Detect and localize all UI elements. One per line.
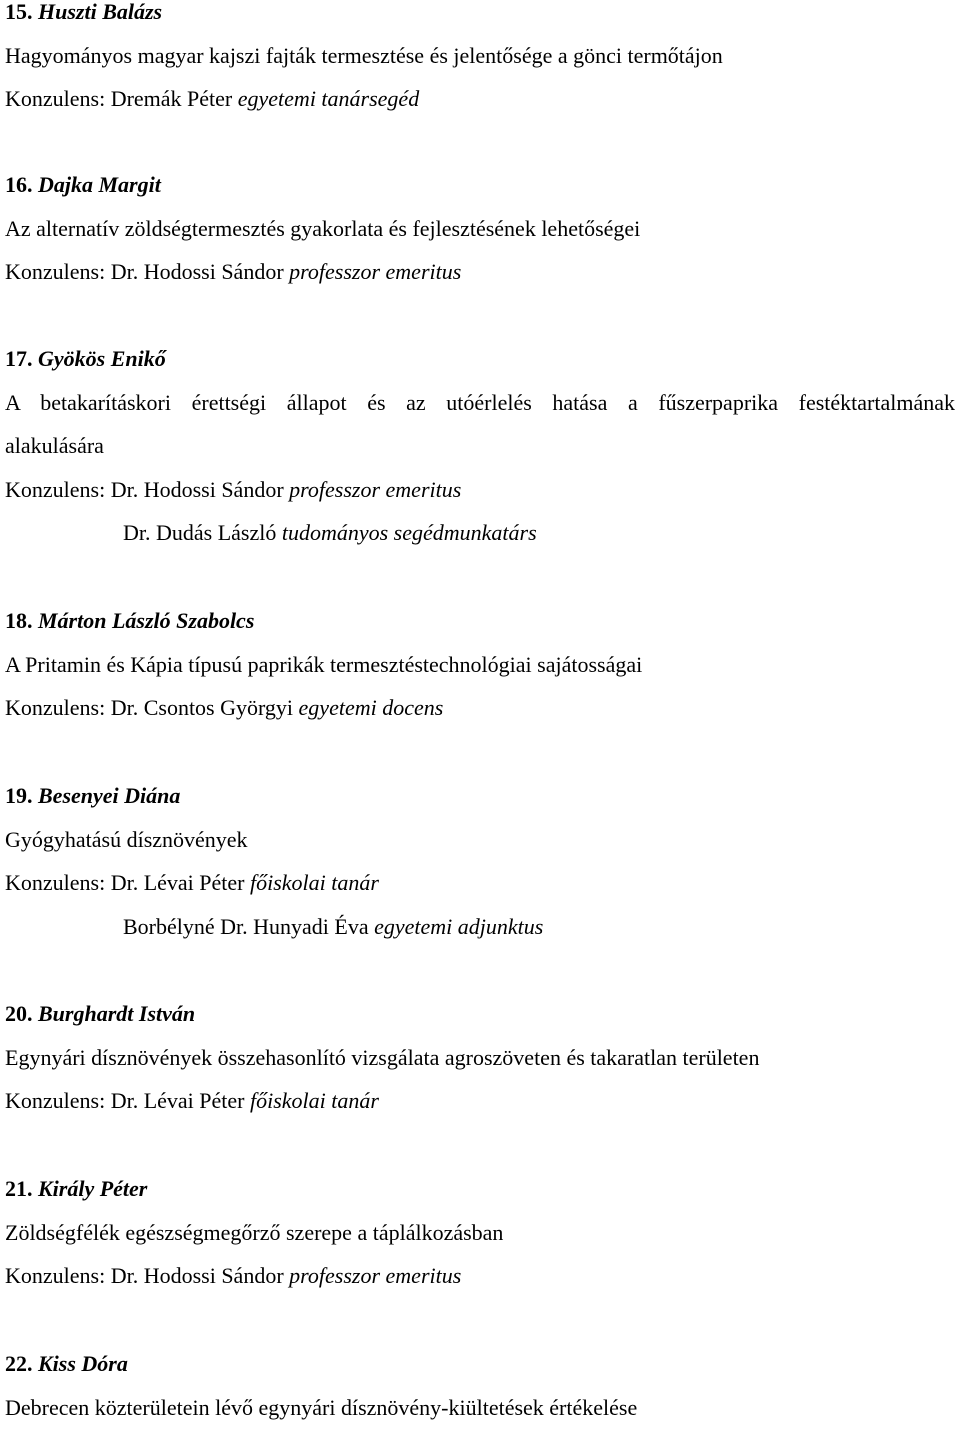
consultant-line bbox=[5, 686, 955, 730]
student-name: Dajka Margit bbox=[38, 172, 161, 197]
consultant-prefix: Konzulens: bbox=[5, 695, 111, 721]
consultant-line bbox=[5, 511, 955, 555]
entry-number: 18. bbox=[5, 608, 33, 633]
thesis-title: Egynyári dísznövények összehasonlító vizsgálata agroszöveten és takaratlan területen bbox=[5, 1044, 760, 1070]
thesis-title-cont: alakulására bbox=[5, 433, 104, 459]
consultant-name: Dremák Péter bbox=[110, 86, 233, 112]
entry-heading bbox=[5, 0, 955, 34]
entry-number: 15. bbox=[5, 0, 33, 24]
consultant-rank: főiskolai tanár bbox=[250, 1088, 379, 1114]
consultant-name: Dr. Csontos Györgyi bbox=[110, 695, 294, 721]
thesis-entry bbox=[5, 163, 955, 294]
consultant-line bbox=[5, 250, 955, 294]
thesis-entry bbox=[5, 599, 955, 730]
consultant-prefix: Konzulens: bbox=[5, 1263, 111, 1289]
consultant-prefix: Konzulens: bbox=[5, 86, 111, 112]
consultant-rank: professzor emeritus bbox=[289, 1263, 462, 1289]
thesis-title: Gyógyhatású dísznövények bbox=[5, 826, 248, 852]
consultant-name: Dr. Hodossi Sándor bbox=[110, 259, 284, 285]
student-name: Burghardt István bbox=[38, 1001, 196, 1026]
consultant-name: Dr. Dudás László bbox=[123, 520, 277, 546]
entry-heading bbox=[5, 337, 955, 381]
thesis-title: Hagyományos magyar kajszi fajták termesztése és jelentősége a gönci termőtájon bbox=[5, 42, 723, 68]
entry-number: 16. bbox=[5, 172, 33, 197]
thesis-title: Az alternatív zöldségtermesztés gyakorlata és fejlesztésének lehetőségei bbox=[5, 215, 641, 241]
consultant-line bbox=[5, 1254, 955, 1298]
student-name: Kiss Dóra bbox=[38, 1351, 128, 1376]
consultant-name: Dr. Hodossi Sándor bbox=[110, 476, 284, 502]
thesis-title: Zöldségfélék egészségmegőrző szerepe a táplálkozásban bbox=[5, 1219, 504, 1245]
consultant-line bbox=[5, 77, 955, 121]
consultant-prefix: Konzulens: bbox=[5, 1088, 111, 1114]
entry-heading bbox=[5, 1342, 955, 1386]
entry-number: 21. bbox=[5, 1176, 33, 1201]
consultant-rank: professzor emeritus bbox=[289, 259, 462, 285]
thesis-entry bbox=[5, 0, 955, 121]
consultant-prefix: Konzulens: bbox=[5, 870, 111, 896]
thesis-entry bbox=[5, 992, 955, 1123]
entry-number: 22. bbox=[5, 1351, 33, 1376]
consultant-line bbox=[5, 861, 955, 905]
consultant-name: Dr. Hodossi Sándor bbox=[110, 1263, 284, 1289]
consultant-rank: tudományos segédmunkatárs bbox=[281, 520, 537, 546]
thesis-title: Debrecen közterületein lévő egynyári dísznövény-kiültetések értékelése bbox=[5, 1394, 638, 1420]
entry-number: 20. bbox=[5, 1001, 33, 1026]
consultant-rank: egyetemi docens bbox=[298, 695, 444, 721]
entry-number: 19. bbox=[5, 783, 33, 808]
student-name: Márton László Szabolcs bbox=[38, 608, 255, 633]
entry-heading bbox=[5, 992, 955, 1036]
consultant-name: Dr. Lévai Péter bbox=[110, 1088, 245, 1114]
consultant-line bbox=[5, 905, 955, 949]
student-name: Gyökös Enikő bbox=[38, 346, 166, 371]
consultant-name: Dr. Lévai Péter bbox=[110, 870, 245, 896]
consultant-rank: professzor emeritus bbox=[289, 476, 462, 502]
entry-heading bbox=[5, 163, 955, 207]
thesis-title: A Pritamin és Kápia típusú paprikák termesztéstechnológiai sajátosságai bbox=[5, 651, 643, 677]
consultant-prefix: Konzulens: bbox=[5, 259, 111, 285]
thesis-entry bbox=[5, 1167, 955, 1298]
student-name: Király Péter bbox=[38, 1176, 148, 1201]
entry-heading bbox=[5, 599, 955, 643]
entry-heading bbox=[5, 1167, 955, 1211]
consultant-line bbox=[5, 1079, 955, 1123]
thesis-title: A betakarításkori érettségi állapot és az utóérlelés hatása a fűszerpaprika festéktartalmának bbox=[5, 389, 955, 415]
student-name: Besenyei Diána bbox=[38, 783, 181, 808]
consultant-name: Borbélyné Dr. Hunyadi Éva bbox=[123, 913, 369, 939]
entry-heading bbox=[5, 774, 955, 818]
thesis-entry bbox=[5, 1342, 955, 1429]
consultant-prefix: Konzulens: bbox=[5, 476, 111, 502]
consultant-line bbox=[5, 468, 955, 512]
thesis-entry bbox=[5, 337, 955, 555]
consultant-rank: egyetemi tanársegéd bbox=[237, 86, 420, 112]
student-name: Huszti Balázs bbox=[38, 0, 163, 24]
entry-number: 17. bbox=[5, 346, 33, 371]
consultant-rank: főiskolai tanár bbox=[250, 870, 379, 896]
thesis-entry bbox=[5, 774, 955, 948]
consultant-rank: egyetemi adjunktus bbox=[374, 913, 544, 939]
